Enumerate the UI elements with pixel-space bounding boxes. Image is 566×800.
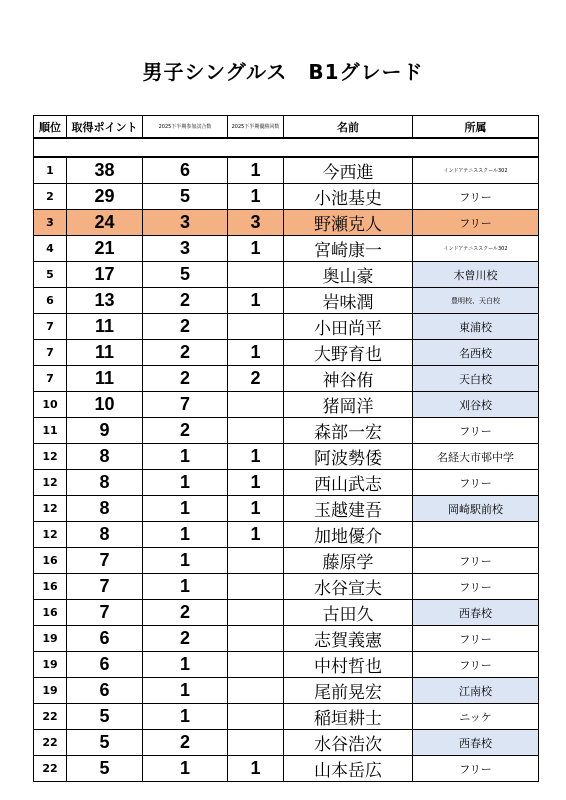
- affiliation-cell: フリー: [413, 184, 539, 210]
- wins-cell: [228, 548, 284, 574]
- rank-cell: 3: [34, 210, 67, 236]
- points-cell: 38: [67, 157, 143, 184]
- name-cell: 小田尚平: [284, 314, 413, 340]
- table-row: [34, 548, 539, 574]
- wins-cell: [228, 574, 284, 600]
- table-row: [34, 600, 539, 626]
- games-cell: 2: [143, 288, 228, 314]
- affiliation-cell: フリー: [413, 210, 539, 236]
- rank-cell: 1: [34, 157, 67, 184]
- points-cell: 8: [67, 444, 143, 470]
- affiliation-cell: 名経大市邨中学: [413, 444, 539, 470]
- games-cell: 1: [143, 756, 228, 782]
- points-cell: 6: [67, 626, 143, 652]
- affiliation-cell: 木曾川校: [413, 262, 539, 288]
- wins-cell: 1: [228, 157, 284, 184]
- name-cell: 奥山豪: [284, 262, 413, 288]
- affiliation-cell: フリー: [413, 548, 539, 574]
- name-cell: 加地優介: [284, 522, 413, 548]
- wins-cell: 1: [228, 496, 284, 522]
- table-row: [34, 157, 539, 184]
- affiliation-cell: インドアテニススクール302: [413, 157, 539, 184]
- table-row: [34, 210, 539, 236]
- games-cell: 1: [143, 652, 228, 678]
- table-row: [34, 522, 539, 548]
- name-cell: 大野育也: [284, 340, 413, 366]
- points-cell: 21: [67, 236, 143, 262]
- games-cell: 6: [143, 157, 228, 184]
- wins-cell: [228, 262, 284, 288]
- points-cell: 11: [67, 314, 143, 340]
- table-row: [34, 678, 539, 704]
- games-cell: 2: [143, 600, 228, 626]
- points-cell: 13: [67, 288, 143, 314]
- rank-cell: 12: [34, 470, 67, 496]
- wins-cell: [228, 418, 284, 444]
- rank-cell: 12: [34, 522, 67, 548]
- points-cell: 8: [67, 470, 143, 496]
- wins-cell: 1: [228, 184, 284, 210]
- name-cell: 今西進: [284, 157, 413, 184]
- table-row: [34, 652, 539, 678]
- table-row: [34, 574, 539, 600]
- affiliation-cell: 西春校: [413, 600, 539, 626]
- points-cell: 8: [67, 496, 143, 522]
- points-cell: 5: [67, 704, 143, 730]
- header-row: [34, 116, 539, 139]
- games-cell: 2: [143, 340, 228, 366]
- points-cell: 5: [67, 730, 143, 756]
- rank-cell: 12: [34, 444, 67, 470]
- games-cell: 5: [143, 262, 228, 288]
- wins-cell: 1: [228, 470, 284, 496]
- name-cell: 古田久: [284, 600, 413, 626]
- name-cell: 水谷宣夫: [284, 574, 413, 600]
- rank-cell: 5: [34, 262, 67, 288]
- table-row: [34, 626, 539, 652]
- name-cell: 猪岡洋: [284, 392, 413, 418]
- points-cell: 29: [67, 184, 143, 210]
- header-games: 2025下半期参加試合数: [143, 116, 228, 139]
- affiliation-cell: ニッケ: [413, 704, 539, 730]
- affiliation-cell: フリー: [413, 574, 539, 600]
- games-cell: 1: [143, 522, 228, 548]
- name-cell: 藤原学: [284, 548, 413, 574]
- rank-cell: 22: [34, 756, 67, 782]
- affiliation-cell: 岡崎駅前校: [413, 496, 539, 522]
- wins-cell: 1: [228, 444, 284, 470]
- points-cell: 5: [67, 756, 143, 782]
- wins-cell: 1: [228, 288, 284, 314]
- name-cell: 中村哲也: [284, 652, 413, 678]
- games-cell: 1: [143, 496, 228, 522]
- points-cell: 9: [67, 418, 143, 444]
- name-cell: 阿波勢倭: [284, 444, 413, 470]
- name-cell: 尾前晃宏: [284, 678, 413, 704]
- table-row: [34, 184, 539, 210]
- table-row: [34, 730, 539, 756]
- points-cell: 7: [67, 574, 143, 600]
- table-row: [34, 340, 539, 366]
- ranking-table-container: [33, 115, 538, 782]
- name-cell: 稲垣耕士: [284, 704, 413, 730]
- wins-cell: 1: [228, 236, 284, 262]
- affiliation-cell: フリー: [413, 418, 539, 444]
- name-cell: 玉越建吾: [284, 496, 413, 522]
- name-cell: 山本岳広: [284, 756, 413, 782]
- wins-cell: [228, 392, 284, 418]
- table-row: [34, 496, 539, 522]
- games-cell: 1: [143, 444, 228, 470]
- wins-cell: [228, 600, 284, 626]
- rank-cell: 19: [34, 678, 67, 704]
- points-cell: 11: [67, 340, 143, 366]
- header-wins: 2025下半期優勝回数: [228, 116, 284, 139]
- wins-cell: 2: [228, 366, 284, 392]
- header-affiliation: 所属: [413, 116, 539, 139]
- table-row: [34, 392, 539, 418]
- name-cell: 宮崎康一: [284, 236, 413, 262]
- affiliation-cell: 江南校: [413, 678, 539, 704]
- table-row: [34, 262, 539, 288]
- rank-cell: 6: [34, 288, 67, 314]
- points-cell: 6: [67, 678, 143, 704]
- wins-cell: 1: [228, 756, 284, 782]
- wins-cell: [228, 314, 284, 340]
- games-cell: 3: [143, 210, 228, 236]
- affiliation-cell: 天白校: [413, 366, 539, 392]
- table-row: [34, 444, 539, 470]
- points-cell: 8: [67, 522, 143, 548]
- points-cell: 6: [67, 652, 143, 678]
- points-cell: 7: [67, 600, 143, 626]
- points-cell: 10: [67, 392, 143, 418]
- table-row: [34, 418, 539, 444]
- rank-cell: 7: [34, 366, 67, 392]
- name-cell: 神谷侑: [284, 366, 413, 392]
- games-cell: 5: [143, 184, 228, 210]
- rank-cell: 22: [34, 704, 67, 730]
- rank-cell: 16: [34, 548, 67, 574]
- wins-cell: [228, 626, 284, 652]
- name-cell: 森部一宏: [284, 418, 413, 444]
- rank-cell: 7: [34, 340, 67, 366]
- wins-cell: [228, 704, 284, 730]
- games-cell: 7: [143, 392, 228, 418]
- name-cell: 野瀬克人: [284, 210, 413, 236]
- games-cell: 2: [143, 314, 228, 340]
- affiliation-cell: 西春校: [413, 730, 539, 756]
- games-cell: 2: [143, 418, 228, 444]
- games-cell: 1: [143, 704, 228, 730]
- rank-cell: 4: [34, 236, 67, 262]
- affiliation-cell: インドアテニススクール302: [413, 236, 539, 262]
- wins-cell: 1: [228, 522, 284, 548]
- table-row: [34, 756, 539, 782]
- header-name: 名前: [284, 116, 413, 139]
- name-cell: 岩味潤: [284, 288, 413, 314]
- games-cell: 2: [143, 626, 228, 652]
- affiliation-cell: 豊明校、天白校: [413, 288, 539, 314]
- affiliation-cell: 名西校: [413, 340, 539, 366]
- points-cell: 11: [67, 366, 143, 392]
- rank-cell: 2: [34, 184, 67, 210]
- name-cell: 志賀義憲: [284, 626, 413, 652]
- rank-cell: 16: [34, 574, 67, 600]
- points-cell: 17: [67, 262, 143, 288]
- affiliation-cell: フリー: [413, 652, 539, 678]
- affiliation-cell: フリー: [413, 756, 539, 782]
- table-row: [34, 236, 539, 262]
- games-cell: 2: [143, 730, 228, 756]
- table-row: [34, 366, 539, 392]
- rank-cell: 19: [34, 652, 67, 678]
- affiliation-cell: 東浦校: [413, 314, 539, 340]
- name-cell: 西山武志: [284, 470, 413, 496]
- affiliation-cell: 刈谷校: [413, 392, 539, 418]
- rank-cell: 7: [34, 314, 67, 340]
- wins-cell: 3: [228, 210, 284, 236]
- rank-cell: 19: [34, 626, 67, 652]
- name-cell: 水谷浩次: [284, 730, 413, 756]
- games-cell: 1: [143, 548, 228, 574]
- table-row: [34, 704, 539, 730]
- rank-cell: 10: [34, 392, 67, 418]
- header-rank: 順位: [34, 116, 67, 139]
- affiliation-cell: フリー: [413, 626, 539, 652]
- affiliation-cell: [413, 522, 539, 548]
- page-title: 男子シングルス B1グレード: [142, 60, 424, 84]
- name-cell: 小池基史: [284, 184, 413, 210]
- table-row: [34, 314, 539, 340]
- points-cell: 7: [67, 548, 143, 574]
- points-cell: 24: [67, 210, 143, 236]
- games-cell: 1: [143, 574, 228, 600]
- header-points: 取得ポイント: [67, 116, 143, 139]
- table-row: [34, 288, 539, 314]
- rank-cell: 22: [34, 730, 67, 756]
- rank-cell: 11: [34, 418, 67, 444]
- games-cell: 1: [143, 470, 228, 496]
- rank-cell: 16: [34, 600, 67, 626]
- games-cell: 1: [143, 678, 228, 704]
- wins-cell: 1: [228, 340, 284, 366]
- table-row: [34, 470, 539, 496]
- ranking-table: [33, 115, 539, 782]
- wins-cell: [228, 678, 284, 704]
- games-cell: 3: [143, 236, 228, 262]
- blank-header-row: [34, 138, 539, 157]
- wins-cell: [228, 652, 284, 678]
- games-cell: 2: [143, 366, 228, 392]
- wins-cell: [228, 730, 284, 756]
- affiliation-cell: フリー: [413, 470, 539, 496]
- rank-cell: 12: [34, 496, 67, 522]
